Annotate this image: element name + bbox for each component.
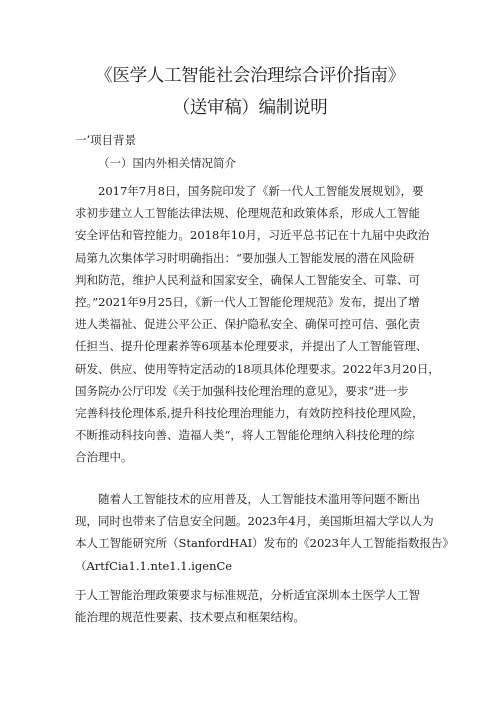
paragraph-line: 随着人工智能技术的应用普及，人工智能技术滥用等问题不断出 (98, 492, 420, 506)
document-subtitle: （送审稿）编制说明 (172, 98, 328, 118)
paragraph-ai-risks (75, 488, 454, 577)
paragraph-policy-background (75, 180, 438, 468)
paragraph-line: 不断推动科技向善、造福人类“，将人工智能伦理纳入科技伦理的综 (75, 428, 415, 443)
paragraph-line: 国务院办公厅印发《关于加强科技伦理治理的意见》，要求“进一步 (75, 383, 409, 398)
paragraph-line: 安全评估和管控能力。2018年10月，习近平总书记在十九届中央政治 (75, 228, 430, 243)
paragraph-line: 研发、供应、使用等特定活动的18项具体伦理要求。2022年3月20日， (75, 361, 440, 376)
paragraph-line: 于人工智能治理政策要求与标准规范，分析适宜深圳本土医学人工智 (75, 588, 420, 602)
paragraph-line: 本人工智能研究所（StanfordHAI）发布的《2023年人工智能指数报告》 (75, 536, 454, 551)
paragraph-line: 局第九次集体学习时明确指出：“要加强人工智能发展的潜在风险研 (75, 250, 415, 265)
paragraph-line: 任担当、提升伦理素养等6项基本伦理要求，并提出了人工智能管理、 (75, 339, 428, 354)
subsection-heading: （一）国内外相关情况简介 (98, 156, 236, 170)
document-title: 《医学人工智能社会治理综合评价指南》 (95, 66, 405, 86)
paragraph-line: 判和防范，维护人民利益和国家安全，确保人工智能安全、可靠、可 (75, 272, 420, 287)
paragraph-line: 完善科技伦理体系,提升科技伦理治理能力，有效防控科技伦理风险， (75, 405, 424, 420)
paragraph-line: 求初步建立人工智能法律法规、伦理规范和政策体系，形成人工智能 (75, 206, 420, 221)
paragraph-line: 2017年7月8日，国务院印发了《新一代人工智能发展规划》，要 (98, 184, 424, 198)
paragraph-governance-analysis (75, 584, 438, 628)
paragraph-line: （ArtfCia1.1.nte1.1.igenCe (75, 558, 233, 573)
paragraph-line: 合治理中。 (75, 450, 133, 465)
paragraph-line: 控。”2021年9月25日，《新一代人工智能伦理规范》发布，提出了增 (75, 294, 420, 309)
paragraph-line: 进人类福祉、促进公平公正、保护隐私安全、确保可控可信、强化责 (75, 317, 420, 332)
section-heading: 一’项目背景 (75, 133, 137, 147)
paragraph-line: 现，同时也带来了信息安全问题。2023年4月，美国斯坦福大学以人为 (75, 514, 434, 529)
paragraph-line: 能治理的规范性要素、技术要点和框架结构。 (75, 610, 305, 625)
